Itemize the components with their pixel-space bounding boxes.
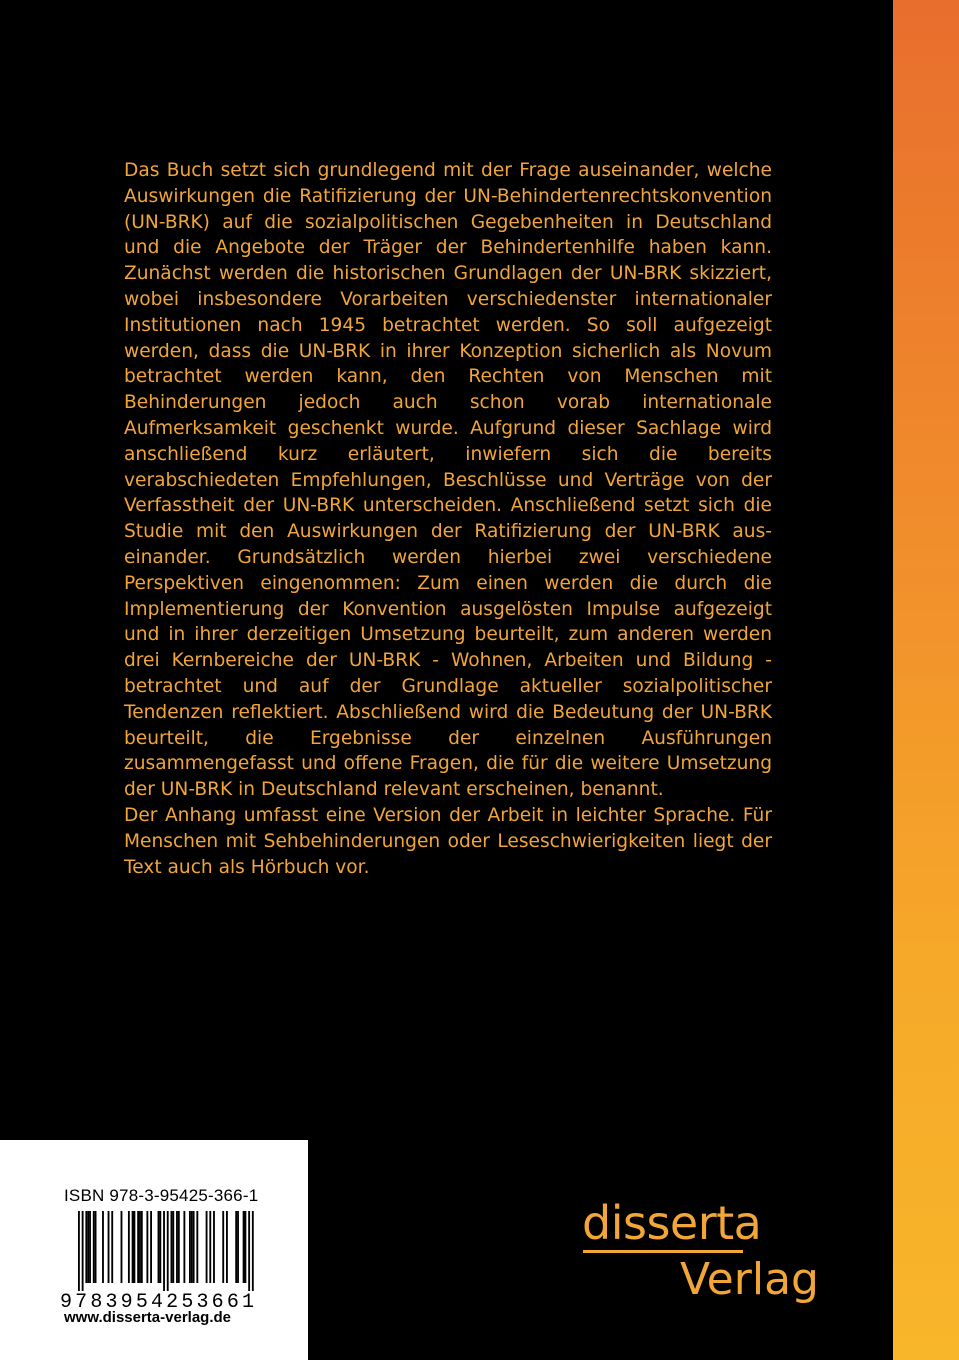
barcode-digits: 9783954253661: [60, 1291, 254, 1309]
barcode-bar: [167, 1211, 169, 1291]
barcode-bar: [82, 1211, 84, 1291]
barcode-bar: [146, 1211, 148, 1283]
ean-barcode: [60, 1211, 256, 1309]
barcode-bar: [158, 1211, 160, 1283]
barcode-bar: [111, 1211, 113, 1283]
orange-spine-strip: [893, 0, 959, 1360]
barcode-bar: [150, 1211, 152, 1283]
barcode-bar: [87, 1211, 89, 1283]
barcode-bar: [243, 1211, 245, 1283]
barcode-bar: [237, 1211, 239, 1283]
barcode-bar: [159, 1211, 161, 1283]
blurb-paragraph-1: Das Buch setzt sich grundlegend mit der Frage auseinander, welche Auswirkungen die Ratifizierung der UN-Behindertenrechtskonvention (UN-BRK) auf die sozialpolitischen Gegebenheiten in Deutschland und die Angebote der Träger der Behindertenhilfe haben kann. Zunächst werden die historischen Grundlagen der UN-BRK skizziert, wobei insbesondere Vorarbeiten verschiedenster internationaler Institutionen nach 1945 betrachtet werden. So soll aufgezeigt werden, dass die UN-BRK in ihrer Konzeption sicherlich als Novum betrachtet werden kann, den Rechten von Menschen mit Behinderungen jedoch auch schon vorab internationale Aufmerksamkeit geschenkt wurde. Aufgrund dieser Sachlage wird anschließend kurz erläutert, inwiefern sich die bereits verabschiedeten Empfehlungen, Beschlüsse und Verträge von der Verfasstheit der UN-BRK unterscheiden. Anschließend setzt sich die Studie mit den Auswirkungen der Ratifizierung der UN-BRK auseinander. Grundsätzlich werden hierbei zwei verschiedene Perspektiven eingenommen: Zum einen werden die durch die Implementierung der Konvention ausgelösten Impulse aufgezeigt und in ihrer derzeitigen Umsetzung beurteilt, zum anderen werden drei Kernbereiche der UN-BRK - Wohnen, Arbeiten und Bildung - betrachtet und auf der Grundlage aktueller sozialpolitischer Tendenzen reflektiert. Abschließend wird die Bedeutung der UN-BRK beurteilt, die Ergebnisse der einzelnen Ausführungen zusammengefasst und offene Fragen, die für die weitere Umsetzung der UN-BRK in Deutschland relevant erscheinen, benannt.: [124, 160, 772, 801]
barcode-bar: [128, 1211, 130, 1283]
barcode-bar: [209, 1211, 211, 1283]
barcode-bar: [178, 1211, 180, 1283]
barcode-bar: [171, 1211, 173, 1283]
barcode-bar: [85, 1211, 87, 1283]
barcode-bar: [226, 1211, 228, 1283]
barcode-bar: [78, 1211, 80, 1291]
barcode-bar: [248, 1211, 250, 1291]
logo-word-verlag: Verlag: [680, 1254, 819, 1305]
barcode-bar: [183, 1211, 185, 1283]
barcode-bar: [132, 1211, 134, 1283]
barcode-bar: [222, 1211, 224, 1283]
publisher-logo: [582, 1196, 842, 1310]
isbn-label: ISBN 978-3-95425-366-1: [64, 1186, 259, 1205]
barcode-bar: [141, 1211, 143, 1283]
publisher-website: www.disserta-verlag.de: [64, 1309, 232, 1326]
barcode-bar: [191, 1211, 193, 1283]
barcode-bar: [206, 1211, 208, 1283]
barcode-bar: [189, 1211, 191, 1283]
barcode-bar: [93, 1211, 95, 1283]
barcode-bar: [108, 1211, 110, 1283]
barcode-bar: [139, 1211, 141, 1283]
blurb-text: [124, 158, 772, 880]
barcode-bar: [193, 1211, 195, 1283]
barcode-bar: [213, 1211, 215, 1283]
logo-rule: [583, 1250, 743, 1253]
blurb-paragraph-2: Der Anhang umfasst eine Version der Arbeit in leichter Sprache. Für Menschen mit Sehbehinderungen oder Leseschwierigkeiten liegt der Text auch als Hörbuch vor.: [124, 804, 772, 878]
logo-word-disserta: disserta: [582, 1196, 762, 1250]
barcode-bar: [134, 1211, 136, 1283]
barcode-bar: [89, 1211, 91, 1283]
barcode-bar: [235, 1211, 237, 1283]
barcode-bar: [163, 1211, 165, 1291]
barcode-bars: [78, 1211, 254, 1291]
barcode-bar: [95, 1211, 97, 1283]
barcode-bar: [121, 1211, 123, 1283]
barcode-bar: [102, 1211, 104, 1283]
barcode-bar: [176, 1211, 178, 1283]
barcode-bar: [196, 1211, 198, 1283]
barcode-bar: [137, 1211, 139, 1283]
barcode-bar: [245, 1211, 247, 1283]
barcode-bar: [252, 1211, 254, 1291]
barcode-bar: [172, 1211, 174, 1283]
